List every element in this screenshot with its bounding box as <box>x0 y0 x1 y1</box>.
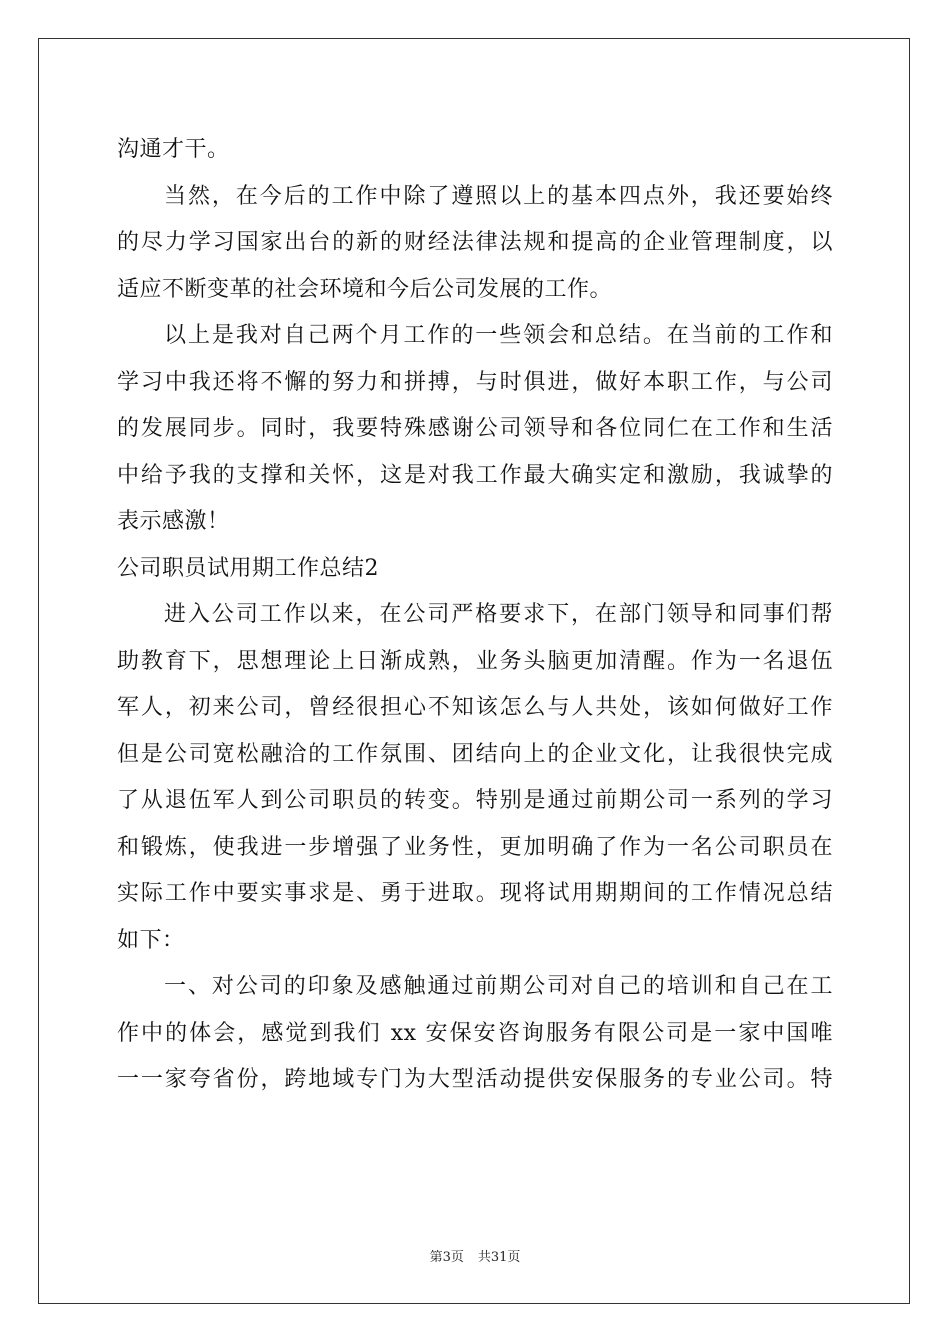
document-body <box>117 127 833 1104</box>
text-line: 和锻炼，使我进一步增强了业务性，更加明确了作为一名公司职员在 <box>117 834 833 860</box>
text-line: 助教育下，思想理论上日渐成熟，业务头脑更加清醒。作为一名退伍 <box>117 648 833 674</box>
page-total: 共31页 <box>477 1250 521 1265</box>
text-line: 如下： <box>117 927 185 953</box>
text-line: 但是公司宽松融洽的工作氛围、团结向上的企业文化，让我很快完成 <box>117 741 833 767</box>
text-line: 一、对公司的印象及感触通过前期公司对自己的培训和自己在工 <box>164 974 833 999</box>
page-number: 第3页 <box>429 1250 464 1265</box>
text-line: 中给予我的支撑和关怀，这是对我工作最大确实定和激励，我诚挚的 <box>117 462 833 488</box>
text-line: 沟通才干。 <box>117 137 230 162</box>
text-line: 的尽力学习国家出台的新的财经法律法规和提高的企业管理制度，以 <box>117 230 833 255</box>
text-line: 进入公司工作以来，在公司严格要求下，在部门领导和同事们帮 <box>164 602 833 627</box>
text-line: 的发展同步。同时，我要特殊感谢公司领导和各位同仁在工作和生活 <box>117 416 833 441</box>
text-line: 一一家夸省份，跨地域专门为大型活动提供安保服务的专业公司。特 <box>117 1067 833 1092</box>
text-line: 了从退伍军人到公司职员的转变。特别是通过前期公司一系列的学习 <box>117 788 833 813</box>
text-line: 学习中我还将不懈的努力和拼搏，与时俱进，做好本职工作，与公司 <box>117 369 833 395</box>
text-line: 当然，在今后的工作中除了遵照以上的基本四点外，我还要始终 <box>164 183 833 209</box>
text-line: 适应不断变革的社会环境和今后公司发展的工作。 <box>117 276 613 302</box>
text-line: 军人，初来公司，曾经很担心不知该怎么与人共处，该如何做好工作 <box>117 695 833 720</box>
section-heading: 公司职员试用期工作总结2 <box>117 555 379 581</box>
text-line: 以上是我对自己两个月工作的一些领会和总结。在当前的工作和 <box>164 323 833 348</box>
text-line: 表示感激！ <box>117 509 230 534</box>
page-footer <box>0 1246 950 1265</box>
text-line: 实际工作中要实事求是、勇于进取。现将试用期期间的工作情况总结 <box>117 881 833 906</box>
text-line: 作中的体会，感觉到我们 xx 安保安咨询服务有限公司是一家中国唯 <box>117 1020 833 1046</box>
